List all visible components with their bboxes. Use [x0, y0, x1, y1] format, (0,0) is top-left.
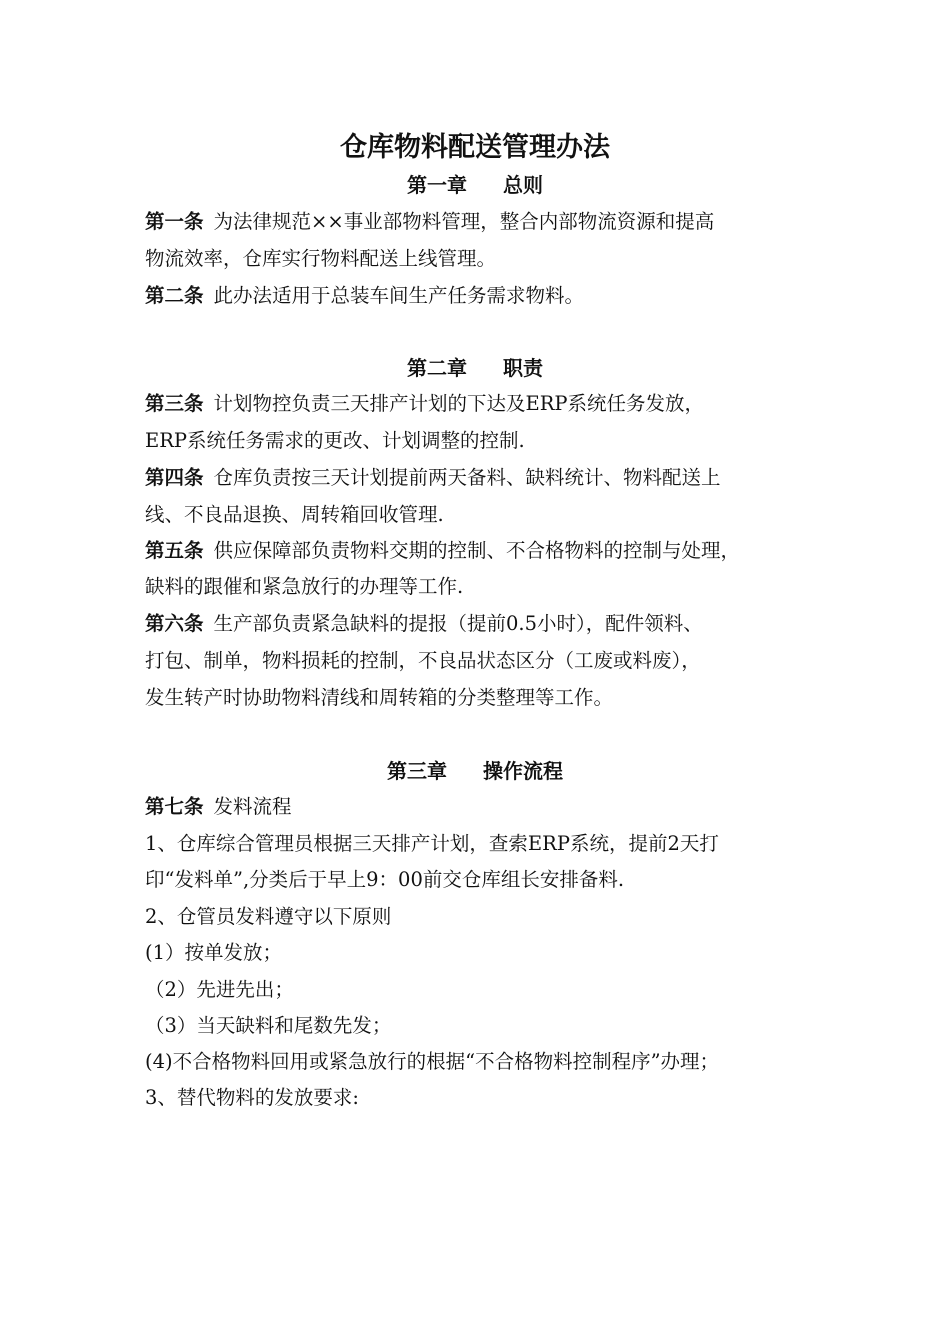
article-line	[145, 572, 825, 602]
article-text: （2）先进先出；	[145, 978, 294, 1001]
article-text: 缺料的跟催和紧急放行的办理等工作.	[145, 575, 464, 598]
article-label: 第四条	[145, 466, 204, 489]
article-line	[145, 792, 825, 822]
chapter-name: 操作流程	[483, 759, 563, 783]
chapter-heading	[0, 170, 950, 200]
article-line	[145, 829, 825, 859]
article-line	[145, 975, 825, 1005]
article-text: ERP系统任务需求的更改、计划调整的控制.	[145, 429, 525, 452]
article-label: 第五条	[145, 539, 204, 562]
article-line	[145, 938, 825, 968]
article-line	[145, 902, 825, 932]
article-text: 供应保障部负责物料交期的控制、不合格物料的控制与处理，	[213, 539, 741, 562]
article-line	[145, 865, 825, 895]
article-text: 为法律规范××事业部物料管理，整合内部物流资源和提高	[213, 210, 715, 233]
article-line	[145, 500, 825, 530]
article-text: 3、替代物料的发放要求:	[145, 1086, 359, 1109]
chapter-name: 职责	[503, 356, 543, 380]
chapter-name: 总则	[503, 173, 543, 197]
article-text: 发生转产时协助物料清线和周转箱的分类整理等工作。	[145, 686, 614, 709]
article-text: (1）按单发放；	[145, 941, 283, 964]
document-title: 仓库物料配送管理办法	[340, 132, 610, 163]
article-text: 线、不良品退换、周转箱回收管理.	[145, 503, 444, 526]
article-line	[145, 389, 825, 419]
article-text: 1、仓库综合管理员根据三天排产计划，查索ERP系统，提前2天打	[145, 832, 719, 855]
article-line	[145, 609, 825, 639]
article-line	[145, 426, 825, 456]
article-label: 第六条	[145, 612, 204, 635]
article-line	[145, 207, 825, 237]
article-text: 2、仓管员发料遵守以下原则	[145, 905, 392, 928]
article-line	[145, 244, 825, 274]
article-label: 第七条	[145, 795, 204, 818]
article-line	[145, 1011, 825, 1041]
article-text: 此办法适用于总装车间生产任务需求物料。	[213, 284, 585, 307]
article-text: 生产部负责紧急缺料的提报（提前0.5小时），配件领料、	[213, 612, 703, 635]
article-text: （3）当天缺料和尾数先发；	[145, 1014, 392, 1037]
chapter-number: 第二章	[407, 356, 467, 380]
chapter-heading	[0, 756, 950, 786]
article-text: 发料流程	[213, 795, 292, 818]
article-text: 物流效率，仓库实行物料配送上线管理。	[145, 247, 497, 270]
article-label: 第二条	[145, 284, 204, 307]
article-text: 计划物控负责三天排产计划的下达及ERP系统任务发放，	[213, 392, 705, 415]
article-line	[145, 1083, 825, 1113]
chapter-number: 第一章	[407, 173, 467, 197]
chapter-number: 第三章	[387, 759, 447, 783]
article-line	[145, 463, 825, 493]
article-line	[145, 683, 825, 713]
article-text: 印“发料单”,分类后于早上9：00前交仓库组长安排备料.	[145, 868, 625, 891]
article-text: (4)不合格物料回用或紧急放行的根据“不合格物料控制程序”办理；	[145, 1050, 720, 1073]
article-label: 第三条	[145, 392, 204, 415]
article-line	[145, 646, 825, 676]
article-text: 打包、制单，物料损耗的控制，不良品状态区分（工废或料废），	[145, 649, 701, 672]
article-label: 第一条	[145, 210, 204, 233]
article-line	[145, 281, 825, 311]
chapter-heading	[0, 353, 950, 383]
article-text: 仓库负责按三天计划提前两天备料、缺料统计、物料配送上	[213, 466, 721, 489]
article-line	[145, 1047, 825, 1077]
article-line	[145, 536, 825, 566]
